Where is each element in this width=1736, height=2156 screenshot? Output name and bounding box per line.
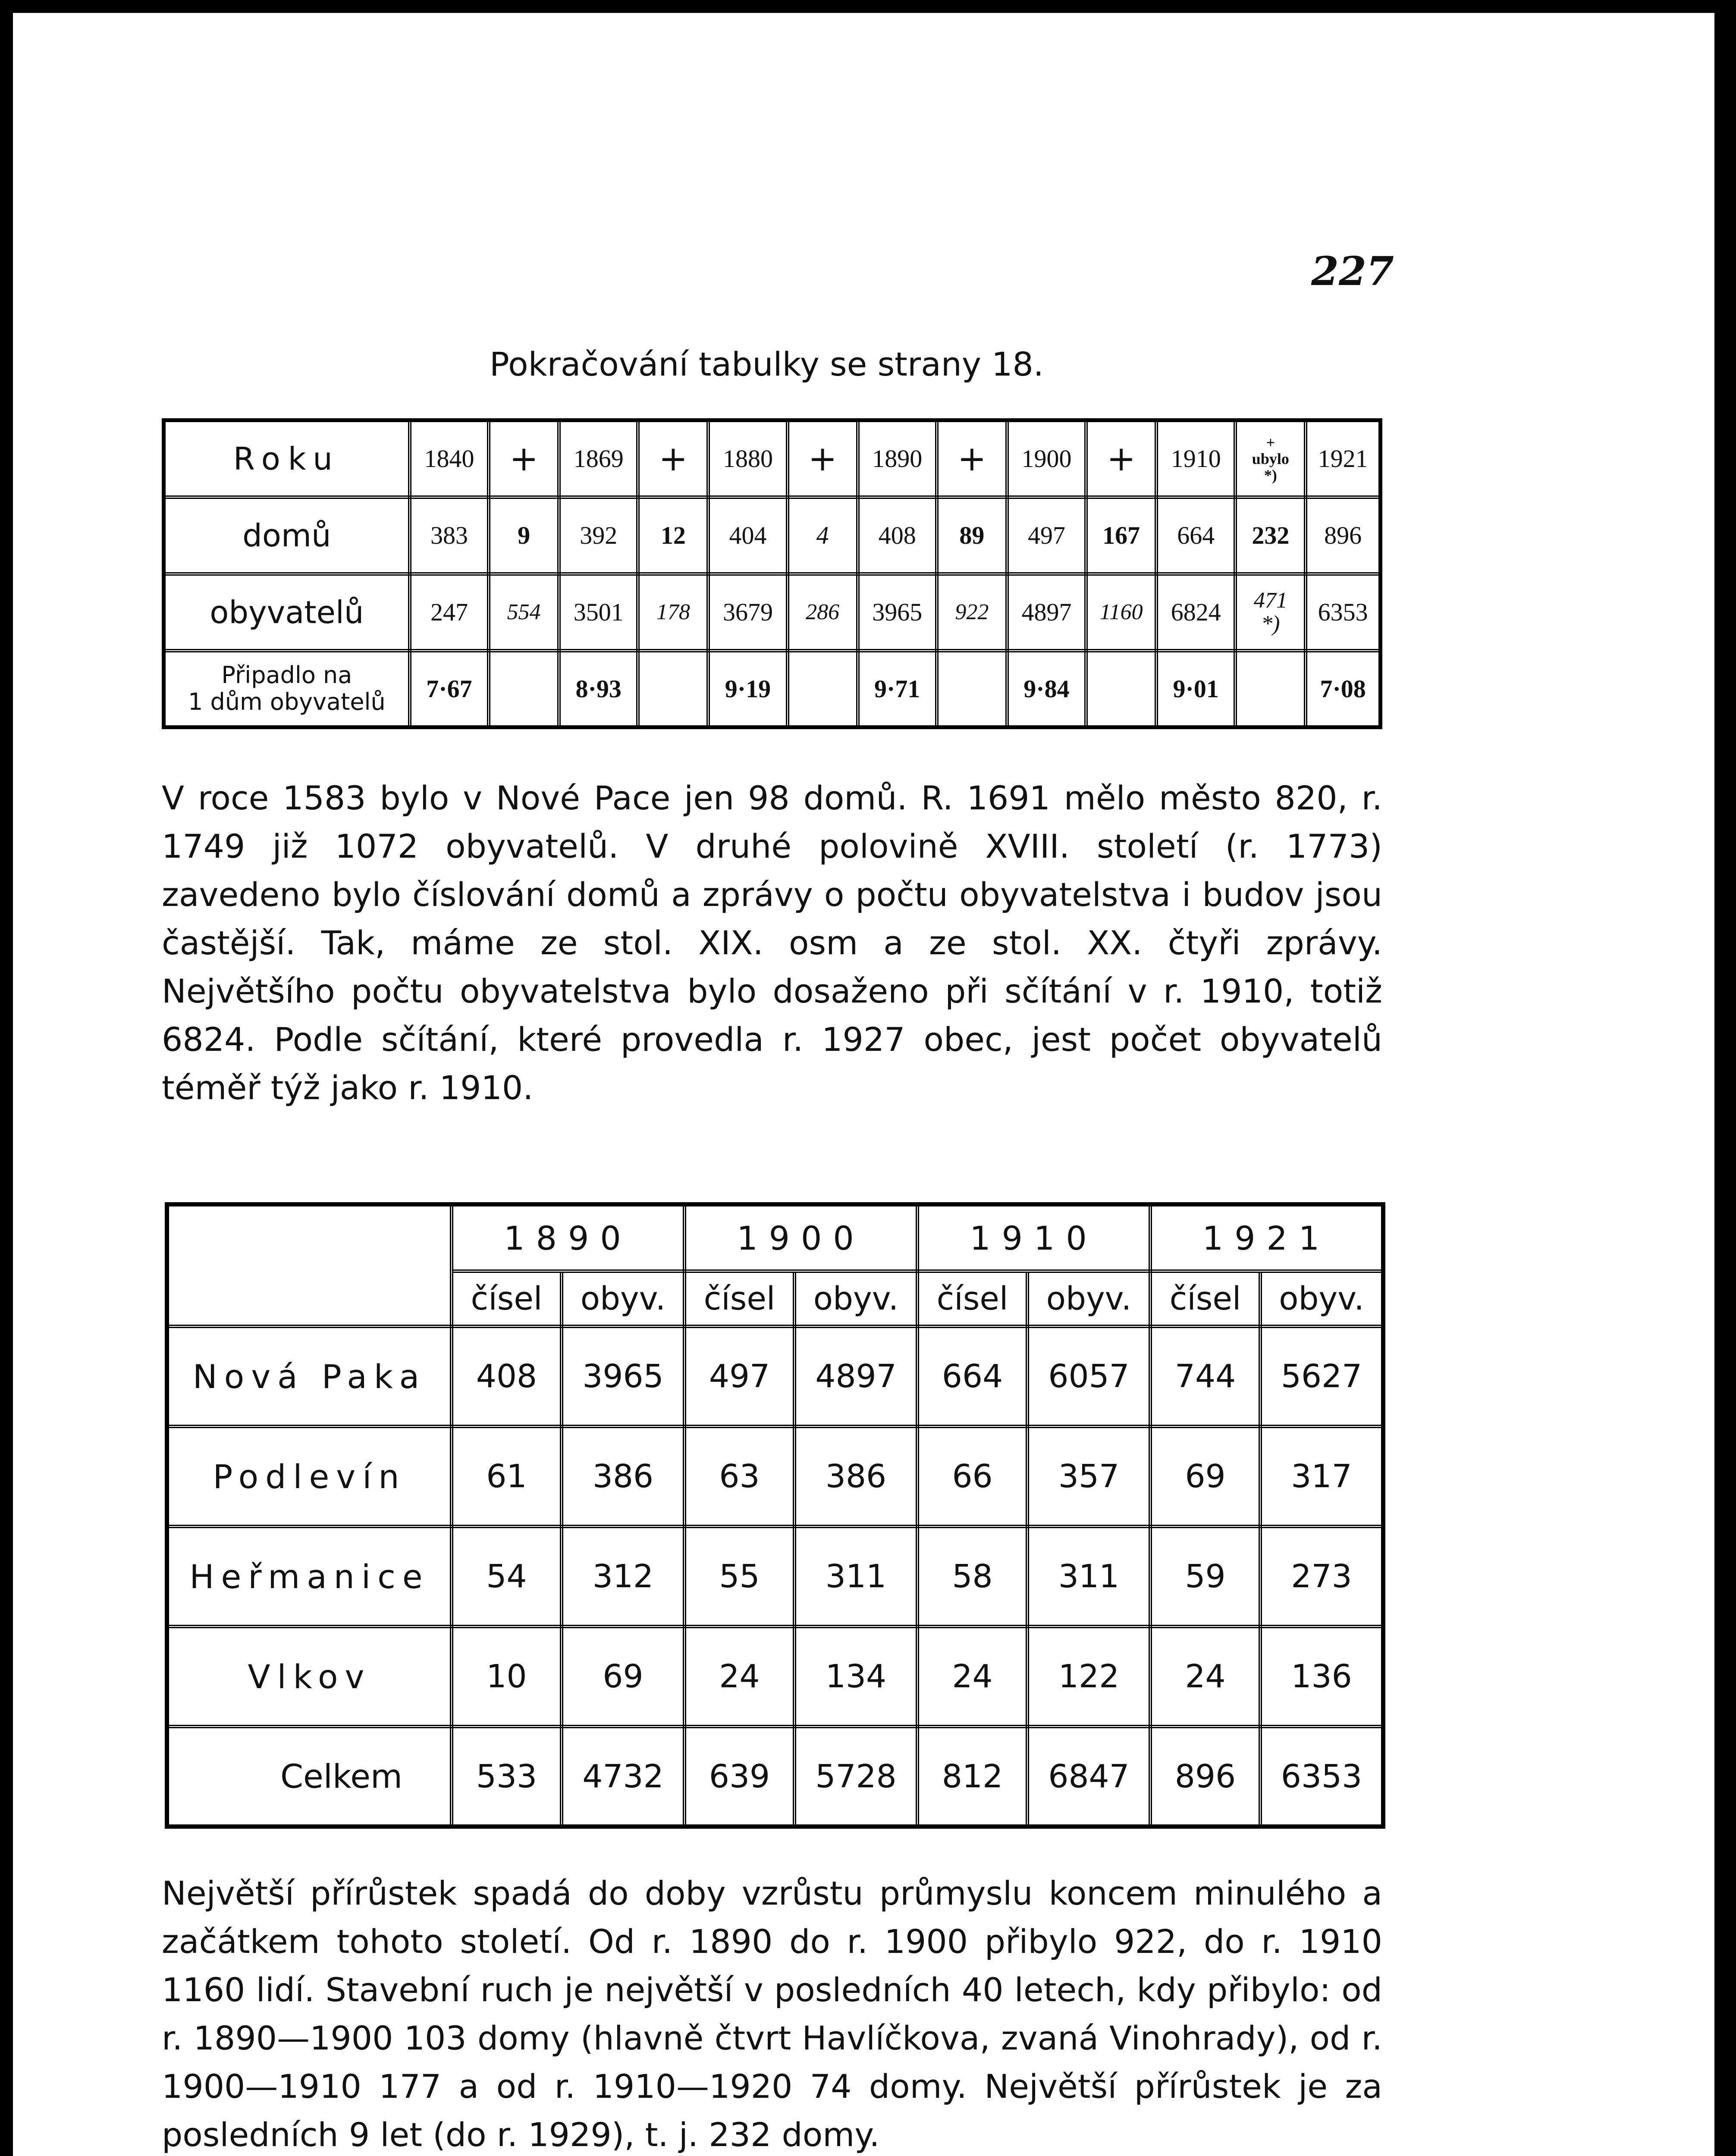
table1-cell: 896 xyxy=(1306,497,1380,574)
table1-cell: 6353 xyxy=(1306,574,1380,651)
table2-subheader: obyv. xyxy=(1260,1271,1383,1326)
table1-cell: + xyxy=(638,420,708,497)
table1-cell xyxy=(1235,651,1306,727)
table2-cell: 24 xyxy=(684,1626,794,1727)
table1-cell: + xyxy=(489,420,559,497)
table2-cell: 61 xyxy=(452,1426,562,1526)
table2-cell: 6057 xyxy=(1027,1326,1150,1426)
table2-cell: 357 xyxy=(1027,1426,1150,1526)
table1-body xyxy=(164,420,1381,727)
table1-cell: + ubylo *) xyxy=(1235,420,1306,497)
table2-cell: 122 xyxy=(1027,1626,1150,1727)
table2-cell: 4897 xyxy=(794,1326,917,1426)
table1-cell: 1910 xyxy=(1156,420,1235,497)
table2-cell: 497 xyxy=(684,1326,794,1426)
table1-cell: 9·19 xyxy=(708,651,787,727)
table1-cell: 1921 xyxy=(1306,420,1380,497)
table1-cell: 3501 xyxy=(559,574,638,651)
table2-row xyxy=(167,1626,1383,1727)
table1-cell: 8·93 xyxy=(559,651,638,727)
table2-corner xyxy=(167,1204,452,1326)
table2-subheader: čísel xyxy=(452,1271,562,1326)
table2-cell: 664 xyxy=(917,1326,1027,1426)
table1-cell: 1160 xyxy=(1086,574,1156,651)
table1-cell xyxy=(937,651,1007,727)
table2-cell: 311 xyxy=(1027,1526,1150,1626)
table1-row xyxy=(164,497,1381,574)
table2-cell: 5627 xyxy=(1260,1326,1383,1426)
table1-cell: 1840 xyxy=(410,420,489,497)
table2-cell: 10 xyxy=(452,1626,562,1727)
table1-cell: 7·08 xyxy=(1306,651,1380,727)
population-table-1 xyxy=(162,418,1382,729)
table2-cell: 136 xyxy=(1260,1626,1383,1727)
table2-row-label: Vlkov xyxy=(167,1626,452,1727)
table1-cell: 408 xyxy=(858,497,937,574)
table1-cell: 12 xyxy=(638,497,708,574)
table2-cell: 311 xyxy=(794,1526,917,1626)
table2-cell: 273 xyxy=(1260,1526,1383,1626)
table2-year: 1910 xyxy=(917,1204,1150,1271)
table1-row-label: obyvatelů xyxy=(164,574,410,651)
table2-cell: 134 xyxy=(794,1626,917,1727)
table2-row xyxy=(167,1727,1383,1827)
table1-cell: 471 *) xyxy=(1235,574,1306,651)
table2-subheader: obyv. xyxy=(1027,1271,1150,1326)
table1-cell: 4 xyxy=(788,497,858,574)
table2-cell: 6847 xyxy=(1027,1727,1150,1827)
page xyxy=(13,13,1714,2156)
table1-cell: 497 xyxy=(1007,497,1086,574)
table1-cell: 178 xyxy=(638,574,708,651)
table2-row-label: Podlevín xyxy=(167,1426,452,1526)
table1-cell: 554 xyxy=(489,574,559,651)
table2-row xyxy=(167,1326,1383,1426)
table1-cell: 3679 xyxy=(708,574,787,651)
population-table-2 xyxy=(165,1202,1385,1829)
table2-subheader: obyv. xyxy=(794,1271,917,1326)
table2-year: 1921 xyxy=(1150,1204,1383,1271)
table2-cell: 55 xyxy=(684,1526,794,1626)
table1-cell: 9 xyxy=(489,497,559,574)
table1-row xyxy=(164,420,1381,497)
table1-cell: 1900 xyxy=(1007,420,1086,497)
table2-row-label: Nová Paka xyxy=(167,1326,452,1426)
table1-cell: + xyxy=(937,420,1007,497)
table2-cell: 4732 xyxy=(562,1727,684,1827)
paragraph-growth: Největší přírůstek spadá do doby vzrůstu průmyslu koncem minulého a začátkem tohoto století. Od r. 1890 do r. 1900 přibylo 922, do r. 1910 1160 lidí. Stavební ruch je největší v posledních 40 letech, kdy přibylo: od r. 1890—1900 103 domy (hlavně čtvrt Havlíčkova, zvaná Vinohrady), od r. 1900—1910 177 a od r. 1910—1920 74 domy. Největší přírůstek je za posledních 9 let (do r. 1929), t. j. 232 domy. xyxy=(162,1874,1382,2154)
table1-cell: 383 xyxy=(410,497,489,574)
table1-cell: + xyxy=(788,420,858,497)
table1-cell: 247 xyxy=(410,574,489,651)
table1-cell xyxy=(638,651,708,727)
table2-cell: 63 xyxy=(684,1426,794,1526)
table2-cell: 5728 xyxy=(794,1727,917,1827)
table2-cell: 533 xyxy=(452,1727,562,1827)
table2-year: 1890 xyxy=(452,1204,684,1271)
table2-cell: 24 xyxy=(917,1626,1027,1727)
table1-cell: 9·84 xyxy=(1007,651,1086,727)
table1-cell: 1890 xyxy=(858,420,937,497)
table2-cell: 317 xyxy=(1260,1426,1383,1526)
table2-cell: 896 xyxy=(1150,1727,1260,1827)
table1-cell: 404 xyxy=(708,497,787,574)
table2-cell: 69 xyxy=(1150,1426,1260,1526)
table1-cell: 4897 xyxy=(1007,574,1086,651)
table1-cell xyxy=(489,651,559,727)
paragraph-history: V roce 1583 bylo v Nové Pace jen 98 domů. R. 1691 mělo město 820, r. 1749 již 1072 obyvatelů. V druhé polovině XVIII. století (r. 1773) zavedeno bylo číslování domů a zprávy o počtu obyvatelstva i budov jsou častější. Tak, máme ze stol. XIX. osm a ze stol. XX. čtyři zprávy. Největšího počtu obyvatelstva bylo dosaženo při sčítání v r. 1910, totiž 6824. Podle sčítání, které provedla r. 1927 obec, jest počet obyvatelů téměř týž jako r. 1910. xyxy=(162,779,1382,1107)
table1-cell: 89 xyxy=(937,497,1007,574)
table2-cell: 58 xyxy=(917,1526,1027,1626)
table2-cell: 66 xyxy=(917,1426,1027,1526)
table1-cell: 9·71 xyxy=(858,651,937,727)
table2-subheader: čísel xyxy=(917,1271,1027,1326)
table2-year: 1900 xyxy=(684,1204,917,1271)
table2-subheader: čísel xyxy=(1150,1271,1260,1326)
table1-cell: 232 xyxy=(1235,497,1306,574)
table2-cell: 312 xyxy=(562,1526,684,1626)
table1-cell: 664 xyxy=(1156,497,1235,574)
table2-cell: 386 xyxy=(562,1426,684,1526)
table2-cell: 69 xyxy=(562,1626,684,1727)
table1-cell: 7·67 xyxy=(410,651,489,727)
table1-cell xyxy=(1086,651,1156,727)
table2-cell: 812 xyxy=(917,1727,1027,1827)
table1-cell: 3965 xyxy=(858,574,937,651)
table1-row-label: domů xyxy=(164,497,410,574)
table1-cell: 6824 xyxy=(1156,574,1235,651)
table-caption: Pokračování tabulky se strany 18. xyxy=(490,345,1044,383)
table1-cell: 9·01 xyxy=(1156,651,1235,727)
table2-row-label: Heřmanice xyxy=(167,1526,452,1626)
table2-cell: 3965 xyxy=(562,1326,684,1426)
table1-cell: 922 xyxy=(937,574,1007,651)
table1-cell: 1880 xyxy=(708,420,787,497)
table2-cell: 744 xyxy=(1150,1326,1260,1426)
table1-row-label: Připadlo na 1 dům obyvatelů xyxy=(164,651,410,727)
table1-row-label: Roku xyxy=(164,420,410,497)
table1-cell: 392 xyxy=(559,497,638,574)
table2-year-header xyxy=(167,1204,1383,1271)
table1-cell: 167 xyxy=(1086,497,1156,574)
table1-cell: + xyxy=(1086,420,1156,497)
page-number: 227 xyxy=(1311,248,1394,295)
table1-cell: 1869 xyxy=(559,420,638,497)
table2-cell: 408 xyxy=(452,1326,562,1426)
table2-cell: 59 xyxy=(1150,1526,1260,1626)
table1-row xyxy=(164,651,1381,727)
table2-body xyxy=(167,1204,1383,1827)
table2-cell: 6353 xyxy=(1260,1727,1383,1827)
table2-row-label: Celkem xyxy=(167,1727,452,1827)
table2-row xyxy=(167,1426,1383,1526)
table1-cell: 286 xyxy=(788,574,858,651)
table2-cell: 24 xyxy=(1150,1626,1260,1727)
table2-subheader: obyv. xyxy=(562,1271,684,1326)
table2-cell: 639 xyxy=(684,1727,794,1827)
table1-row xyxy=(164,574,1381,651)
table2-cell: 386 xyxy=(794,1426,917,1526)
table2-row xyxy=(167,1526,1383,1626)
table2-cell: 54 xyxy=(452,1526,562,1626)
table1-cell xyxy=(788,651,858,727)
table2-subheader: čísel xyxy=(684,1271,794,1326)
